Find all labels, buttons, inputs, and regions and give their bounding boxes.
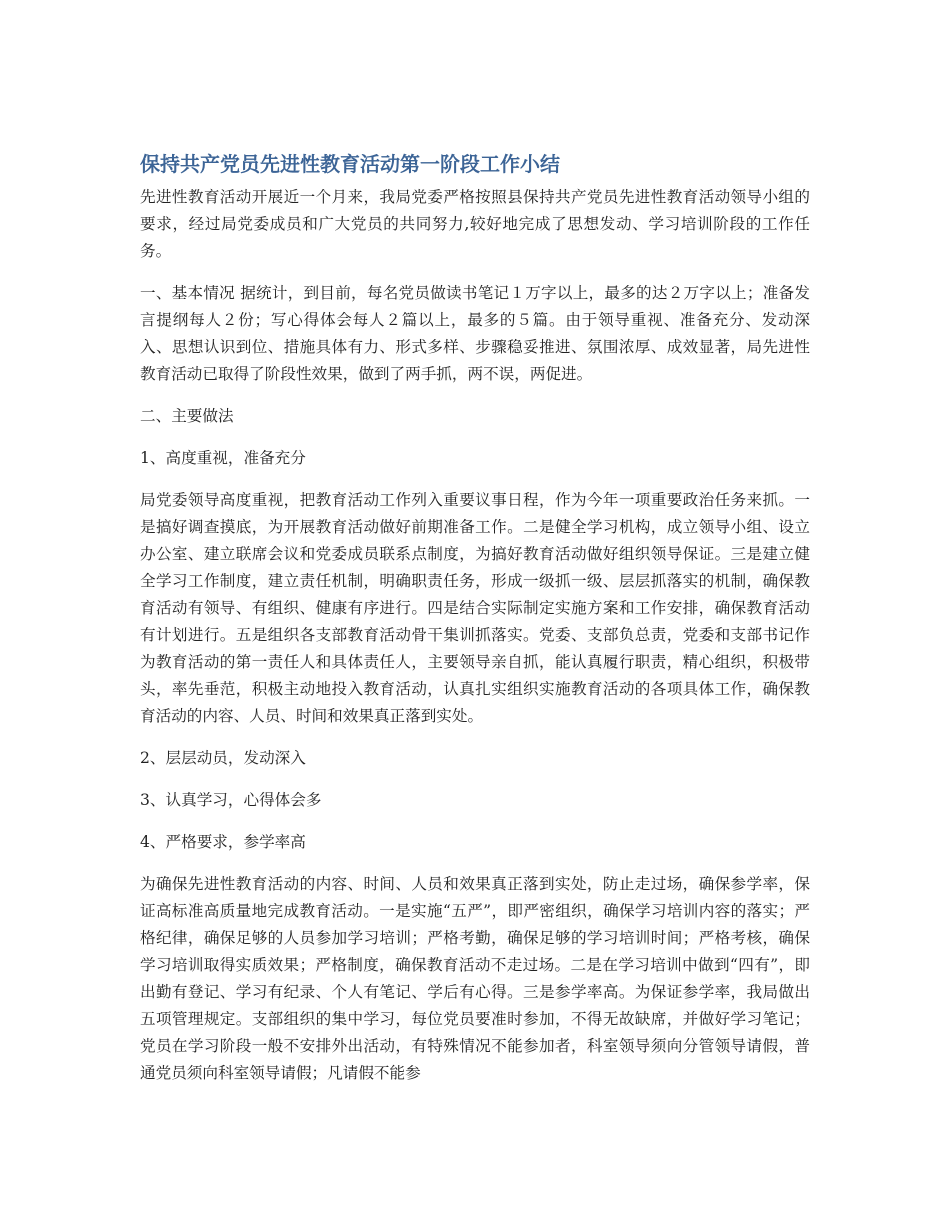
subsection-4-paragraph: 为确保先进性教育活动的内容、时间、人员和效果真正落到实处，防止走过场，确保参学率，保证高标准高质量地完成教育活动。一是实施“五严”，即严密组织，确保学习培训内容的落实；严格纪律，确保足够的人员参加学习培训；严格考勤，确保足够的学习培训时间；严格考核，确保学习培训取得实质效果；严格制度，确保教育活动不走过场。二是在学习培训中做到“四有”，即出勤有登记、学习有纪录、个人有笔记、学后有心得。三是参学率高。为保证参学率，我局做出五项管理规定。支部组织的集中学习，每位党员要准时参加，不得无故缺席，并做好学习笔记；党员在学习阶段一般不安排外出活动，有特殊情况不能参加者，科室领导须向分管领导请假，普通党员须向科室领导请假；凡请假不能参	[140, 875, 810, 1082]
subsection-heading-3: 3、认真学习，心得体会多	[140, 791, 322, 809]
subsection-heading-1: 1、高度重视，准备充分	[140, 449, 306, 467]
document-title: 保持共产党员先进性教育活动第一阶段工作小结	[140, 152, 560, 176]
document-page	[140, 150, 810, 1102]
intro-paragraph: 先进性教育活动开展近一个月来，我局党委严格按照县保持共产党员先进性教育活动领导小组的要求，经过局党委成员和广大党员的共同努力,较好地完成了思想发动、学习培训阶段的工作任务。	[140, 188, 810, 260]
subsection-1-paragraph: 局党委领导高度重视，把教育活动工作列入重要议事日程，作为今年一项重要政治任务来抓。一是搞好调查摸底，为开展教育活动做好前期准备工作。二是健全学习机构，成立领导小组、设立办公室、建立联席会议和党委成员联系点制度，为搞好教育活动做好组织领导保证。三是建立健全学习工作制度，建立责任机制，明确职责任务，形成一级抓一级、层层抓落实的机制，确保教育活动有领导、有组织、健康有序进行。四是结合实际制定实施方案和工作安排，确保教育活动有计划进行。五是组织各支部教育活动骨干集训抓落实。党委、支部负总责，党委和支部书记作为教育活动的第一责任人和具体责任人，主要领导亲自抓，能认真履行职责，精心组织，积极带头，率先垂范，积极主动地投入教育活动，认真扎实组织实施教育活动的各项具体工作，确保教育活动的内容、人员、时间和效果真正落到实处。	[140, 491, 810, 725]
subsection-heading-4: 4、严格要求，参学率高	[140, 833, 306, 851]
section-heading-main-practices: 二、主要做法	[140, 407, 234, 425]
basic-situation-paragraph: 一、基本情况 据统计，到目前，每名党员做读书笔记１万字以上，最多的达２万字以上；准备发言提纲每人２份；写心得体会每人２篇以上，最多的５篇。由于领导重视、准备充分、发动深入、思想认识到位、措施具体有力、形式多样、步骤稳妥推进、氛围浓厚、成效显著，局先进性教育活动已取得了阶段性效果，做到了两手抓，两不误，两促进。	[140, 284, 810, 383]
subsection-heading-2: 2、层层动员，发动深入	[140, 749, 306, 767]
